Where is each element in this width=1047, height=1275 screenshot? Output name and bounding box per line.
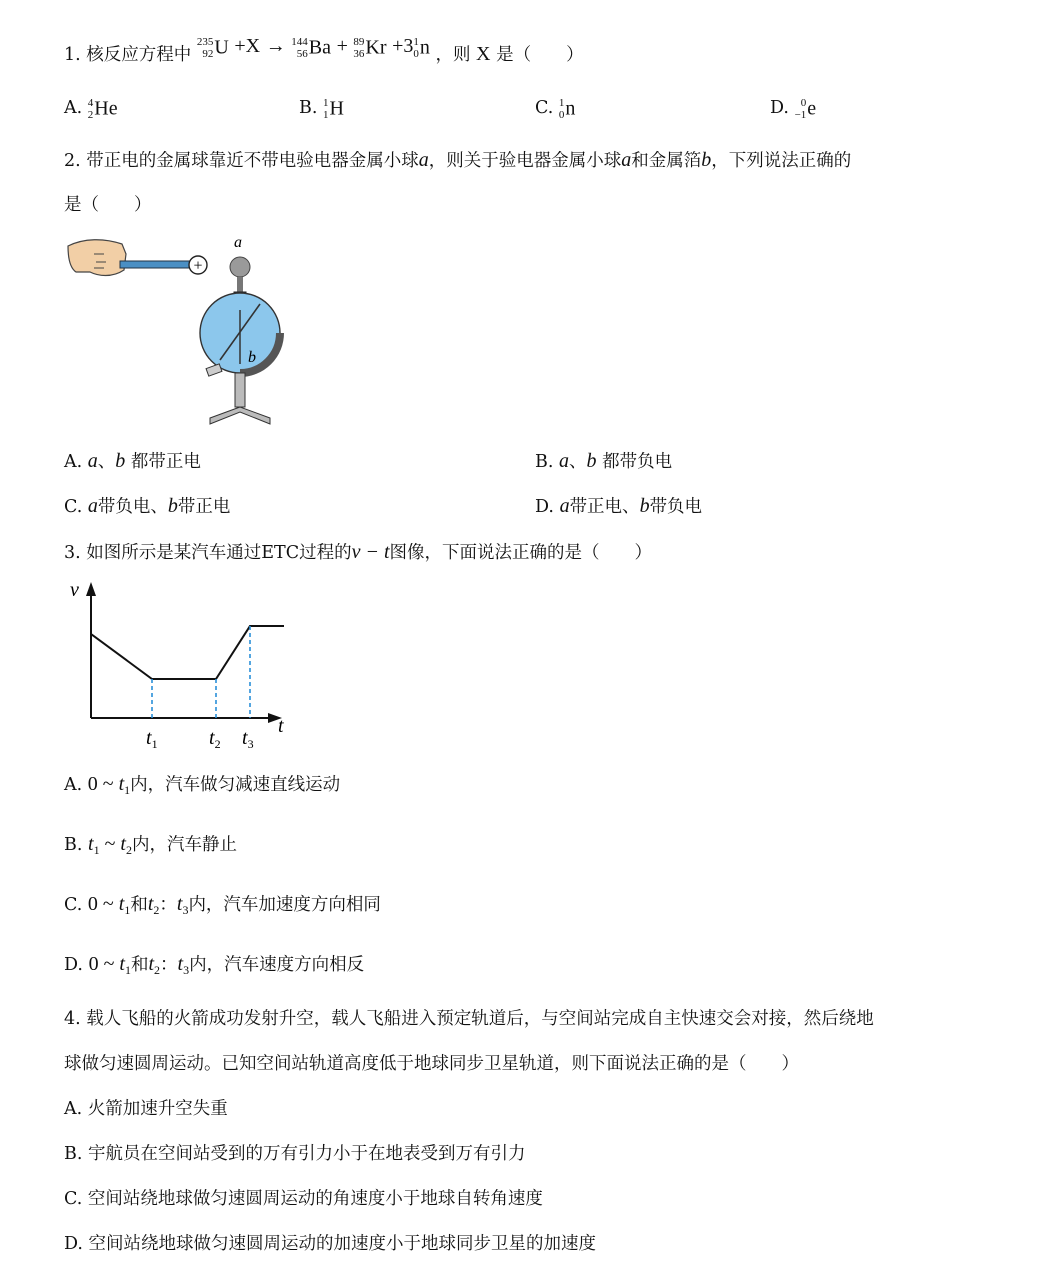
q1-option-c: C. 1 0 n: [535, 96, 576, 121]
charged-rod: [120, 261, 190, 268]
q1-option-d: D. 0 −1 e: [770, 96, 817, 121]
q4-option-a: A. 火箭加速升空失重: [64, 1099, 228, 1119]
tick-t2: $t_2$: [209, 727, 221, 751]
q1-stem: 1. 核反应方程中 235 92 U +X → 144 56 Ba + 89 36 Kr +3 1 0 n ，则 X 是（ ）: [64, 35, 584, 65]
q2-option-b: B. a、b 都带负电: [535, 450, 673, 472]
label-b: b: [248, 349, 256, 366]
q4-stem-line2: 球做匀速圆周运动。已知空间站轨道高度低于地球同步卫星轨道，则下面说法正确的是（ ）: [64, 1054, 799, 1074]
q3-option-a: A. 0 ~ $t_1$内，汽车做匀减速直线运动: [64, 773, 341, 797]
velocity-curve: [91, 626, 284, 679]
tick-t1: $t_1$: [146, 727, 158, 751]
vt-graph: [64, 572, 304, 754]
q3-option-d: D. 0 ~ $t_1$和$t_2$：$t_3$内，汽车速度方向相反: [64, 953, 365, 977]
axis-t-label: t: [278, 715, 284, 737]
q1-option-a: A. 4 2 He: [64, 96, 118, 121]
q4-stem-line1: 4. 载人飞船的火箭成功发射升空，载人飞船进入预定轨道后，与空间站完成自主快速交会对接，然后绕地: [64, 1009, 874, 1029]
q2-option-d: D. a带正电、b带负电: [535, 495, 703, 517]
q4-option-d: D. 空间站绕地球做匀速圆周运动的加速度小于地球同步卫星的加速度: [64, 1234, 597, 1254]
electroscope-figure: [64, 232, 294, 432]
q4-option-b: B. 宇航员在空间站受到的万有引力小于在地表受到万有引力: [64, 1144, 526, 1164]
q2-stem: 2. 带正电的金属球靠近不带电验电器金属小球a，则关于验电器金属小球a和金属箔b，下列说法正确的: [64, 149, 852, 171]
q4-option-c: C. 空间站绕地球做匀速圆周运动的角速度小于地球自转角速度: [64, 1189, 543, 1209]
metal-ball-a: [230, 257, 250, 277]
svg-text:+: +: [193, 257, 203, 275]
q1-option-b: B. 1 1 H: [299, 96, 344, 121]
q1-prefix: 1. 核反应方程中: [64, 45, 192, 65]
q2-option-c: C. a带负电、b带正电: [64, 495, 231, 517]
q3-option-b: B. $t_1$ ~ $t_2$内，汽车静止: [64, 833, 237, 857]
tick-t3: $t_3$: [242, 727, 254, 751]
axis-v-label: v: [70, 579, 79, 601]
label-a: a: [234, 234, 242, 251]
q2-option-a: A. a、b 都带正电: [64, 450, 201, 472]
q2-stem-line2: 是（ ）: [64, 195, 152, 215]
q1-suffix: ，则: [435, 45, 471, 65]
q1-equation: 235 92 U +X → 144 56 Ba + 89 36 Kr +3 1 0 n: [196, 35, 430, 60]
q3-stem: 3. 如图所示是某汽车通过ETC过程的v − t图像，下面说法正确的是（ ）: [64, 541, 653, 563]
hand-illustration: [68, 240, 126, 276]
q3-option-c: C. 0 ~ $t_1$和$t_2$：$t_3$内，汽车加速度方向相同: [64, 893, 381, 917]
